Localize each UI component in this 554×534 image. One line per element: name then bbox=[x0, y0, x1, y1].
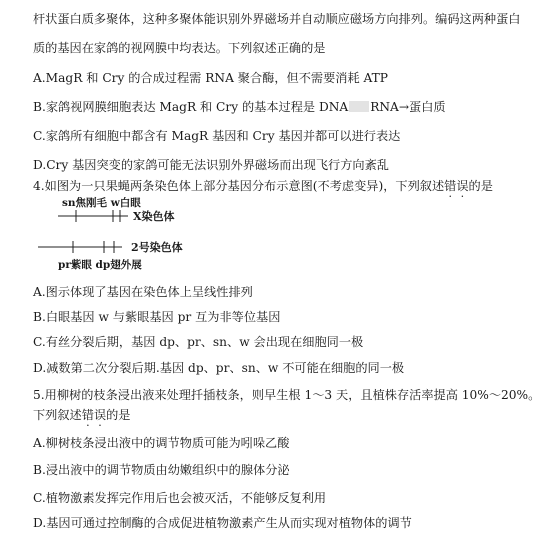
c2-chromosome-label: 2号染色体 bbox=[131, 241, 183, 254]
emphasis-char: 错 bbox=[444, 179, 457, 193]
q5-option-b: B.浸出液中的调节物质由幼嫩组织中的腺体分泌 bbox=[33, 463, 290, 477]
x-gene-labels: sn焦刚毛 w白眼 bbox=[62, 197, 141, 209]
q4-option-a: A.图示体现了基因在染色体上呈线性排列 bbox=[33, 285, 253, 299]
q5-stem-line-2: 下列叙述错误的是 bbox=[33, 408, 131, 422]
q3-option-a: A.MagR 和 Cry 的合成过程需 RNA 聚合酶，但不需要消耗 ATP bbox=[33, 71, 388, 85]
q5-option-c: C.植物激素发挥完作用后也会被灭活，不能够反复利用 bbox=[33, 491, 327, 505]
passage-line-2: 质的基因在家鸽的视网膜中均表达。下列叙述正确的是 bbox=[33, 41, 326, 55]
q4-option-b: B.白眼基因 w 与紫眼基因 pr 互为非等位基因 bbox=[33, 310, 281, 324]
q4-stem: 4.如图为一只果蝇两条染色体上部分基因分布示意图(不考虑变异)，下列叙述错误的是 bbox=[33, 179, 493, 193]
q5-stem-line-1: 5.用柳树的枝条浸出液来处理扦插枝条，则早生根 1～3 天，且植株存活率提高 10%～20%。 bbox=[33, 388, 541, 402]
emphasis-char: 误 bbox=[93, 408, 107, 422]
q4-option-c: C.有丝分裂后期，基因 dp、pr、sn、w 会出现在细胞同一极 bbox=[33, 335, 364, 349]
passage-line-1: 杆状蛋白质多聚体，这种多聚体能识别外界磁场并自动顺应磁场方向排列。编码这两种蛋白 bbox=[33, 12, 521, 26]
q5-option-d: D.基因可通过控制酶的合成促进植物激素产生从而实现对植物体的调节 bbox=[33, 516, 412, 530]
c2-gene-labels: pr紫眼 dp翅外展 bbox=[58, 259, 142, 271]
q4-option-d: D.减数第二次分裂后期.基因 dp、pr、sn、w 不可能在细胞的同一极 bbox=[33, 361, 405, 375]
emphasis-char: 误 bbox=[456, 179, 469, 193]
emphasis-char: 错 bbox=[81, 408, 94, 422]
q3-option-d: D.Cry 基因突变的家鸽可能无法识别外界磁场而出现飞行方向紊乱 bbox=[33, 158, 389, 172]
q3-option-c: C.家鸽所有细胞中都含有 MagR 基因和 Cry 基因并都可以进行表达 bbox=[33, 129, 401, 143]
q5-option-a: A.柳树枝条浸出液中的调节物质可能为吲哚乙酸 bbox=[33, 436, 290, 450]
q3-option-b: B.家鸽视网膜细胞表达 MagR 和 Cry 的基本过程是 DNA RNA→蛋白质 bbox=[33, 100, 446, 114]
x-chromosome-label: X染色体 bbox=[133, 210, 175, 223]
